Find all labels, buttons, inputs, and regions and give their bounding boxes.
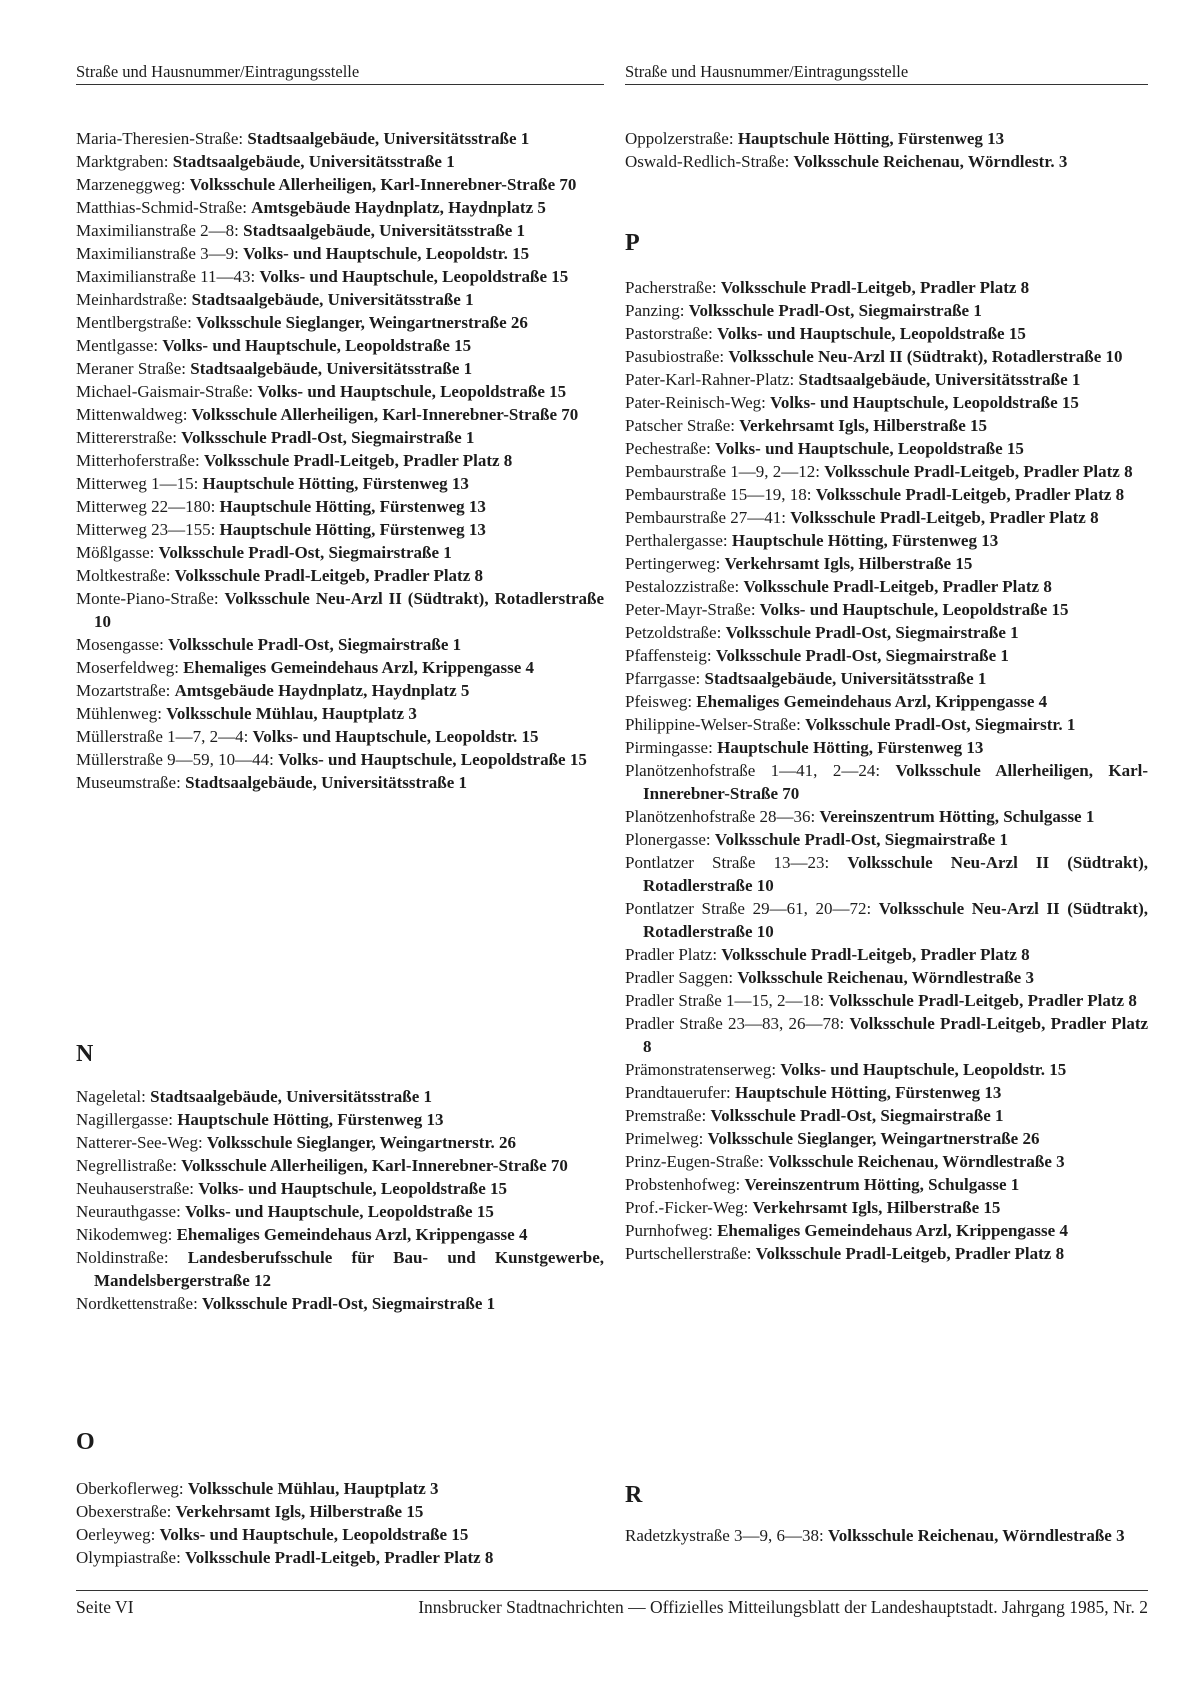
street-name: Oerleyweg: (76, 1525, 156, 1544)
registration-office: Hauptschule Hötting, Fürstenweg 13 (737, 129, 1005, 148)
street-name: Patscher Straße: (625, 416, 735, 435)
list-item (625, 506, 1148, 529)
registration-office: Stadtsaalgebäude, Universitätsstraße 1 (150, 1087, 433, 1106)
street-name: Prandtauerufer: (625, 1083, 731, 1102)
registration-office: Volksschule Allerheiligen, Karl-Innerebner-Straße 70 (191, 405, 579, 424)
list-item (625, 127, 1148, 150)
street-name: Peter-Mayr-Straße: (625, 600, 756, 619)
registration-office: Verkehrsamt Igls, Hilberstraße 15 (724, 554, 973, 573)
registration-office: Vereinszentrum Hötting, Schulgasse 1 (744, 1175, 1020, 1194)
street-name: Pradler Saggen: (625, 968, 734, 987)
list-item (76, 1546, 604, 1569)
list-item (76, 541, 604, 564)
street-name: Premstraße: (625, 1106, 707, 1125)
registration-office: Volksschule Pradl-Leitgeb, Pradler Platz 8 (643, 1014, 1149, 1056)
street-name: Maximilianstraße 3—9: (76, 244, 239, 263)
registration-office: Volks- und Hauptschule, Leopoldstr. 15 (252, 727, 539, 746)
registration-office: Volksschule Pradl-Leitgeb, Pradler Platz 8 (174, 566, 484, 585)
list-item (625, 966, 1148, 989)
street-name: Radetzkystraße 3—9, 6—38: (625, 1526, 824, 1545)
list-item (76, 633, 604, 656)
registration-office: Volksschule Pradl-Leitgeb, Pradler Platz 8 (828, 991, 1137, 1010)
street-name: Monte-Piano-Straße: (76, 589, 219, 608)
registration-office: Volksschule Pradl-Ost, Siegmairstraße 1 (168, 635, 462, 654)
list-item (76, 173, 604, 196)
page-number: Seite VI (76, 1597, 134, 1617)
street-name: Oswald-Redlich-Straße: (625, 152, 790, 171)
registration-office: Volksschule Pradl-Ost, Siegmairstraße 1 (714, 830, 1008, 849)
page-footer (76, 1590, 1148, 1617)
list-item (76, 288, 604, 311)
registration-office: Verkehrsamt Igls, Hilberstraße 15 (752, 1198, 1001, 1217)
registration-office: Vereinszentrum Hötting, Schulgasse 1 (819, 807, 1095, 826)
registration-office: Ehemaliges Gemeindehaus Arzl, Krippengasse 4 (176, 1225, 528, 1244)
registration-office: Volksschule Pradl-Ost, Siegmairstraße 1 (158, 543, 452, 562)
list-item (625, 943, 1148, 966)
registration-office: Volksschule Pradl-Leitgeb, Pradler Platz 8 (203, 451, 513, 470)
list-item (625, 690, 1148, 713)
registration-office: Volksschule Sieglanger, Weingartnerstraße 26 (707, 1129, 1040, 1148)
section-letter-o: O (76, 1429, 95, 1455)
list-item (76, 311, 604, 334)
list-item (76, 518, 604, 541)
list-item (625, 276, 1148, 299)
street-name: Pfarrgasse: (625, 669, 701, 688)
registration-office: Stadtsaalgebäude, Universitätsstraße 1 (798, 370, 1081, 389)
registration-office: Volksschule Pradl-Ost, Siegmairstraße 1 (202, 1294, 496, 1313)
list-item (625, 713, 1148, 736)
list-item (76, 1177, 604, 1200)
street-name: Maximilianstraße 2—8: (76, 221, 239, 240)
street-name: Prinz-Eugen-Straße: (625, 1152, 764, 1171)
registration-office: Volksschule Pradl-Ost, Siegmairstr. 1 (805, 715, 1076, 734)
registration-office: Volksschule Reichenau, Wörndlestraße 3 (737, 968, 1034, 987)
street-name: Pacherstraße: (625, 278, 717, 297)
list-item (76, 334, 604, 357)
street-name: Müllerstraße 9—59, 10—44: (76, 750, 274, 769)
street-name: Matthias-Schmid-Straße: (76, 198, 247, 217)
street-name: Noldinstraße: (76, 1248, 169, 1267)
street-name: Natterer-See-Weg: (76, 1133, 203, 1152)
section-letter-p: P (625, 230, 640, 256)
street-name: Oppolzerstraße: (625, 129, 734, 148)
registration-office: Ehemaliges Gemeindehaus Arzl, Krippengasse 4 (717, 1221, 1068, 1240)
street-name: Moltkestraße: (76, 566, 171, 585)
list-item (625, 1524, 1148, 1547)
list-item (625, 667, 1148, 690)
list-item (76, 1108, 604, 1131)
street-name: Maximilianstraße 11—43: (76, 267, 256, 286)
street-name: Marktgraben: (76, 152, 169, 171)
registration-office: Hauptschule Hötting, Fürstenweg 13 (177, 1110, 444, 1129)
street-name: Negrellistraße: (76, 1156, 178, 1175)
list-item (625, 414, 1148, 437)
street-name: Planötzenhofstraße 28—36: (625, 807, 816, 826)
list-item (625, 368, 1148, 391)
list-item (76, 265, 604, 288)
list-item (625, 851, 1148, 897)
list-item (76, 1500, 604, 1523)
list-item (625, 621, 1148, 644)
registration-office: Volksschule Pradl-Leitgeb, Pradler Platz 8 (790, 508, 1099, 527)
street-name: Pontlatzer Straße 29—61, 20—72: (625, 899, 872, 918)
street-name: Plonergasse: (625, 830, 711, 849)
registration-office: Volksschule Pradl-Leitgeb, Pradler Platz 8 (743, 577, 1052, 596)
street-name: Pastorstraße: (625, 324, 713, 343)
street-name: Prof.-Ficker-Weg: (625, 1198, 749, 1217)
registration-office: Volksschule Sieglanger, Weingartnerstraße 26 (196, 313, 528, 332)
registration-office: Volks- und Hauptschule, Leopoldstraße 15 (717, 324, 1026, 343)
street-name: Mitterhoferstraße: (76, 451, 200, 470)
column-header-right: Straße und Hausnummer/Eintragungsstelle (625, 62, 1148, 85)
registration-office: Stadtsaalgebäude, Universitätsstraße 1 (704, 669, 987, 688)
list-item (625, 897, 1148, 943)
section-letter-n: N (76, 1041, 94, 1067)
street-name: Perthalergasse: (625, 531, 728, 550)
registration-office: Volksschule Allerheiligen, Karl-Innerebner-Straße 70 (643, 761, 1149, 803)
list-item (76, 472, 604, 495)
street-name: Purnhofweg: (625, 1221, 713, 1240)
registration-office: Volksschule Pradl-Ost, Siegmairstraße 1 (688, 301, 982, 320)
list-item (625, 322, 1148, 345)
registration-office: Volks- und Hauptschule, Leopoldstraße 15 (770, 393, 1079, 412)
list-item (625, 1104, 1148, 1127)
street-name: Maria-Theresien-Straße: (76, 129, 244, 148)
registration-office: Volks- und Hauptschule, Leopoldstr. 15 (780, 1060, 1067, 1079)
street-name: Marzeneggweg: (76, 175, 186, 194)
street-name: Primelweg: (625, 1129, 704, 1148)
list-item (76, 1223, 604, 1246)
list-item (76, 725, 604, 748)
registration-office: Stadtsaalgebäude, Universitätsstraße 1 (172, 152, 455, 171)
street-name: Mitterweg 23—155: (76, 520, 216, 539)
list-item (76, 656, 604, 679)
list-item (76, 357, 604, 380)
street-name: Pfeisweg: (625, 692, 693, 711)
registration-office: Volksschule Allerheiligen, Karl-Innerebner-Straße 70 (189, 175, 577, 194)
list-item (625, 575, 1148, 598)
registration-office: Stadtsaalgebäude, Universitätsstraße 1 (247, 129, 530, 148)
street-name: Pradler Straße 23—83, 26—78: (625, 1014, 845, 1033)
registration-office: Volksschule Reichenau, Wörndlestraße 3 (828, 1526, 1125, 1545)
street-name: Pater-Reinisch-Weg: (625, 393, 766, 412)
registration-office: Stadtsaalgebäude, Universitätsstraße 1 (191, 290, 474, 309)
publication-title: Innsbrucker Stadtnachrichten — Offizielles Mitteilungsblatt der Landeshauptstadt. Jahrgang 1985, Nr. 2 (418, 1597, 1148, 1617)
street-name: Mentlgasse: (76, 336, 159, 355)
registration-office: Amtsgebäude Haydnplatz, Haydnplatz 5 (174, 681, 470, 700)
entries-o (76, 1477, 604, 1569)
registration-office: Volks- und Hauptschule, Leopoldstraße 15 (278, 750, 587, 769)
list-item (625, 529, 1148, 552)
registration-office: Verkehrsamt Igls, Hilberstraße 15 (739, 416, 987, 435)
street-name: Mittererstraße: (76, 428, 178, 447)
list-item (625, 437, 1148, 460)
list-item (625, 483, 1148, 506)
registration-office: Stadtsaalgebäude, Universitätsstraße 1 (185, 773, 467, 792)
street-name: Nagillergasse: (76, 1110, 173, 1129)
list-item (625, 299, 1148, 322)
list-item (625, 989, 1148, 1012)
list-item (76, 1246, 604, 1292)
list-item (625, 345, 1148, 368)
registration-office: Volksschule Neu-Arzl II (Südtrakt), Rotadlerstraße 10 (728, 347, 1123, 366)
list-item (625, 150, 1148, 173)
street-name: Mittenwaldweg: (76, 405, 188, 424)
street-name: Oberkoflerweg: (76, 1479, 184, 1498)
street-name: Mosengasse: (76, 635, 164, 654)
street-name: Pasubiostraße: (625, 347, 725, 366)
column-header-left: Straße und Hausnummer/Eintragungsstelle (76, 62, 604, 85)
entries-n (76, 1085, 604, 1315)
street-name: Mößlgasse: (76, 543, 155, 562)
list-item (625, 598, 1148, 621)
registration-office: Volks- und Hauptschule, Leopoldstraße 15 (159, 1525, 469, 1544)
street-name: Obexerstraße: (76, 1502, 172, 1521)
registration-office: Volksschule Mühlau, Hauptplatz 3 (187, 1479, 439, 1498)
list-item (76, 219, 604, 242)
street-name: Neurauthgasse: (76, 1202, 181, 1221)
list-item (76, 587, 604, 633)
registration-office: Hauptschule Hötting, Fürstenweg 13 (717, 738, 984, 757)
list-item (76, 702, 604, 725)
registration-office: Volks- und Hauptschule, Leopoldstraße 15 (198, 1179, 508, 1198)
list-item (76, 748, 604, 771)
registration-office: Volksschule Pradl-Leitgeb, Pradler Platz 8 (824, 462, 1133, 481)
list-item (625, 460, 1148, 483)
entries-r (625, 1524, 1148, 1547)
street-name: Mitterweg 1—15: (76, 474, 199, 493)
list-item (625, 1058, 1148, 1081)
entries-p (625, 276, 1148, 1265)
street-name: Nordkettenstraße: (76, 1294, 198, 1313)
street-name: Prämonstratenserweg: (625, 1060, 777, 1079)
registration-office: Volksschule Neu-Arzl II (Südtrakt), Rotadlerstraße 10 (643, 853, 1148, 895)
list-item (625, 759, 1148, 805)
street-name: Pestalozzistraße: (625, 577, 740, 596)
section-letter-r: R (625, 1482, 643, 1508)
registration-office: Volks- und Hauptschule, Leopoldstraße 15 (185, 1202, 494, 1221)
registration-office: Volksschule Mühlau, Hauptplatz 3 (166, 704, 417, 723)
registration-office: Volks- und Hauptschule, Leopoldstraße 15 (715, 439, 1024, 458)
list-item (76, 1523, 604, 1546)
street-name: Mitterweg 22—180: (76, 497, 216, 516)
registration-office: Volks- und Hauptschule, Leopoldstraße 15 (759, 600, 1069, 619)
list-item (76, 1292, 604, 1315)
registration-office: Hauptschule Hötting, Fürstenweg 13 (731, 531, 999, 550)
street-name: Pembaurstraße 15—19, 18: (625, 485, 812, 504)
list-item (625, 1242, 1148, 1265)
list-item (625, 1127, 1148, 1150)
street-name: Nageletal: (76, 1087, 146, 1106)
street-name: Nikodemweg: (76, 1225, 173, 1244)
street-name: Mühlenweg: (76, 704, 162, 723)
registration-office: Verkehrsamt Igls, Hilberstraße 15 (175, 1502, 424, 1521)
street-name: Neuhauserstraße: (76, 1179, 195, 1198)
registration-office: Volksschule Pradl-Ost, Siegmairstraße 1 (715, 646, 1009, 665)
street-name: Pembaurstraße 27—41: (625, 508, 786, 527)
street-name: Pirmingasse: (625, 738, 713, 757)
registration-office: Volksschule Allerheiligen, Karl-Innerebner-Straße 70 (181, 1156, 568, 1175)
list-item (76, 1477, 604, 1500)
street-name: Panzing: (625, 301, 685, 320)
registration-office: Volksschule Pradl-Leitgeb, Pradler Platz 8 (721, 945, 1030, 964)
list-item (625, 736, 1148, 759)
street-name: Museumstraße: (76, 773, 181, 792)
list-item (76, 242, 604, 265)
street-name: Philippine-Welser-Straße: (625, 715, 801, 734)
street-name: Mozartstraße: (76, 681, 171, 700)
street-name: Pechestraße: (625, 439, 711, 458)
registration-office: Landesberufsschule für Bau- und Kunstgewerbe, Mandelsbergerstraße 12 (94, 1248, 604, 1290)
registration-office: Hauptschule Hötting, Fürstenweg 13 (219, 497, 486, 516)
registration-office: Volksschule Neu-Arzl II (Südtrakt), Rotadlerstraße 10 (643, 899, 1149, 941)
registration-office: Volksschule Pradl-Leitgeb, Pradler Platz 8 (815, 485, 1125, 504)
registration-office: Hauptschule Hötting, Fürstenweg 13 (734, 1083, 1002, 1102)
street-name: Pradler Straße 1—15, 2—18: (625, 991, 825, 1010)
list-item (76, 679, 604, 702)
registration-office: Volks- und Hauptschule, Leopoldstraße 15 (259, 267, 569, 286)
list-item (76, 380, 604, 403)
list-item (76, 1131, 604, 1154)
street-name: Olympiastraße: (76, 1548, 181, 1567)
list-item (76, 1085, 604, 1108)
registration-office: Volksschule Reichenau, Wörndlestraße 3 (768, 1152, 1065, 1171)
street-name: Planötzenhofstraße 1—41, 2—24: (625, 761, 881, 780)
list-item (76, 196, 604, 219)
list-item (625, 1173, 1148, 1196)
registration-office: Amtsgebäude Haydnplatz, Haydnplatz 5 (251, 198, 546, 217)
registration-office: Hauptschule Hötting, Fürstenweg 13 (202, 474, 469, 493)
list-item (76, 1154, 604, 1177)
registration-office: Hauptschule Hötting, Fürstenweg 13 (219, 520, 486, 539)
street-name: Purtschellerstraße: (625, 1244, 752, 1263)
registration-office: Volksschule Neu-Arzl II (Südtrakt), Rotadlerstraße 10 (94, 589, 604, 631)
list-item (625, 1219, 1148, 1242)
street-name: Pertingerweg: (625, 554, 721, 573)
list-item (76, 449, 604, 472)
registration-office: Ehemaliges Gemeindehaus Arzl, Krippengasse 4 (696, 692, 1048, 711)
street-name: Pradler Platz: (625, 945, 718, 964)
list-item (76, 495, 604, 518)
street-name: Michael-Gaismair-Straße: (76, 382, 254, 401)
list-item (76, 771, 604, 794)
entries-o-continued (625, 127, 1148, 173)
list-item (76, 403, 604, 426)
list-item (625, 644, 1148, 667)
list-item (625, 391, 1148, 414)
list-item (76, 1200, 604, 1223)
street-name: Petzoldstraße: (625, 623, 722, 642)
list-item (625, 1081, 1148, 1104)
street-name: Pfaffensteig: (625, 646, 712, 665)
registration-office: Volksschule Pradl-Ost, Siegmairstraße 1 (181, 428, 475, 447)
registration-office: Volks- und Hauptschule, Leopoldstraße 15 (257, 382, 567, 401)
street-name: Pater-Karl-Rahner-Platz: (625, 370, 795, 389)
registration-office: Stadtsaalgebäude, Universitätsstraße 1 (243, 221, 526, 240)
list-item (625, 1150, 1148, 1173)
list-item (76, 127, 604, 150)
street-name: Mentlbergstraße: (76, 313, 192, 332)
registration-office: Volksschule Pradl-Ost, Siegmairstraße 1 (710, 1106, 1004, 1125)
registration-office: Volksschule Pradl-Ost, Siegmairstraße 1 (725, 623, 1019, 642)
registration-office: Stadtsaalgebäude, Universitätsstraße 1 (190, 359, 473, 378)
registration-office: Volksschule Sieglanger, Weingartnerstr. 26 (206, 1133, 516, 1152)
street-name: Moserfeldweg: (76, 658, 179, 677)
street-name: Pembaurstraße 1—9, 2—12: (625, 462, 820, 481)
list-item (625, 552, 1148, 575)
street-name: Meraner Straße: (76, 359, 186, 378)
list-item (625, 1012, 1148, 1058)
list-item (76, 426, 604, 449)
list-item (625, 1196, 1148, 1219)
list-item (625, 828, 1148, 851)
registration-office: Volksschule Pradl-Leitgeb, Pradler Platz 8 (755, 1244, 1065, 1263)
registration-office: Volksschule Reichenau, Wörndlestr. 3 (793, 152, 1068, 171)
list-item (625, 805, 1148, 828)
street-name: Müllerstraße 1—7, 2—4: (76, 727, 249, 746)
list-item (76, 564, 604, 587)
registration-office: Volksschule Pradl-Leitgeb, Pradler Platz 8 (185, 1548, 494, 1567)
registration-office: Volksschule Pradl-Leitgeb, Pradler Platz 8 (720, 278, 1030, 297)
entries-m (76, 127, 604, 794)
street-name: Probstenhofweg: (625, 1175, 741, 1194)
street-name: Pontlatzer Straße 13—23: (625, 853, 830, 872)
street-name: Meinhardstraße: (76, 290, 188, 309)
list-item (76, 150, 604, 173)
registration-office: Volks- und Hauptschule, Leopoldstr. 15 (243, 244, 530, 263)
registration-office: Volks- und Hauptschule, Leopoldstraße 15 (162, 336, 472, 355)
registration-office: Ehemaliges Gemeindehaus Arzl, Krippengasse 4 (183, 658, 535, 677)
